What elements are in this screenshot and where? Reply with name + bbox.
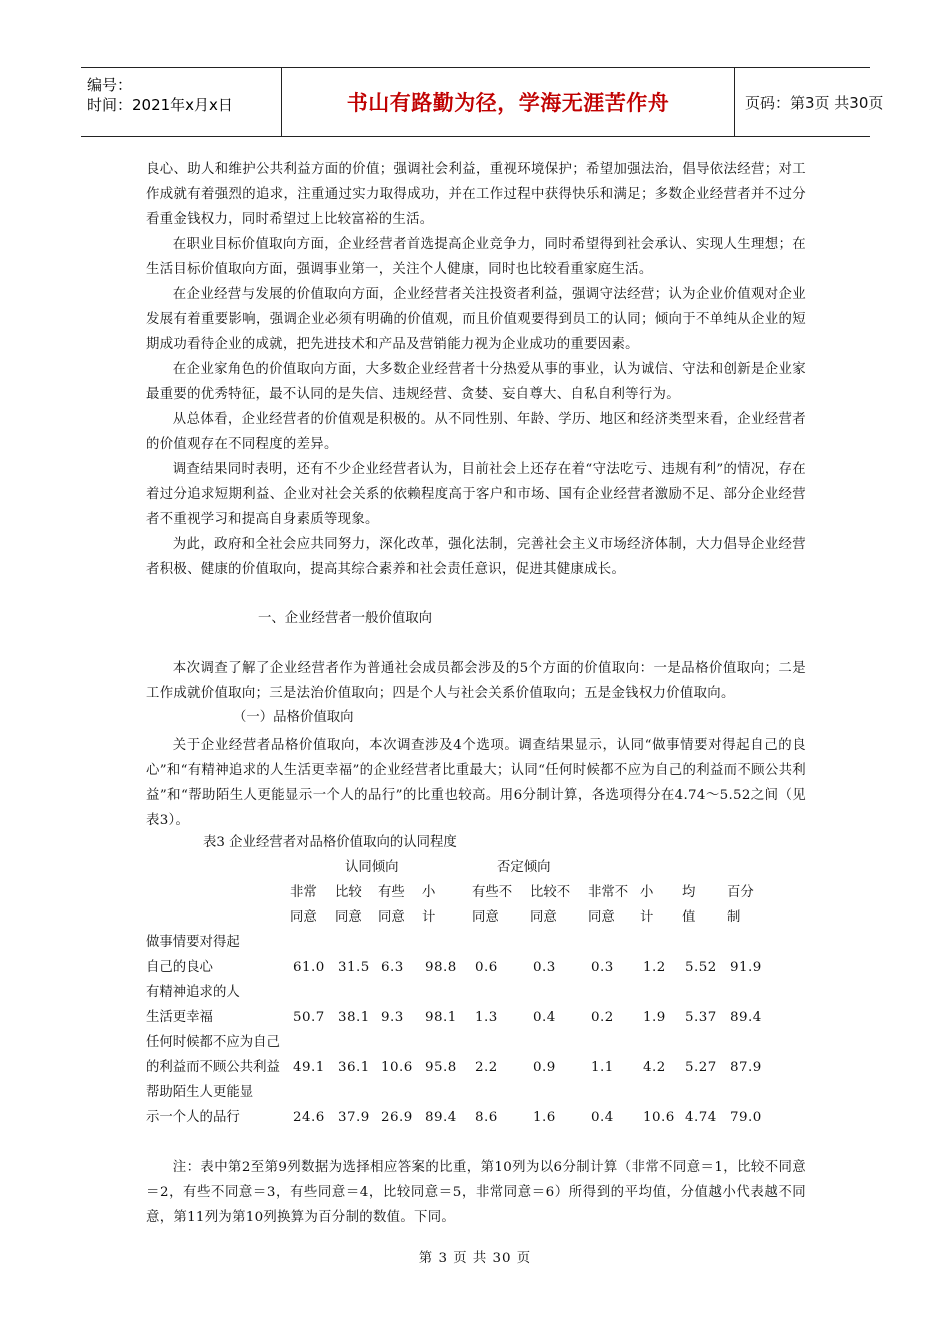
header-meta xyxy=(81,68,281,136)
table-col-header-top: 非常不 xyxy=(588,885,629,900)
table-cell: 8.6 xyxy=(475,1110,498,1125)
subsection-title: （一）品格价值取向 xyxy=(233,710,354,725)
header-page-cell xyxy=(735,68,884,136)
table-cell: 5.27 xyxy=(685,1060,717,1075)
table-col-header-top: 有些不 xyxy=(472,885,513,900)
page-header xyxy=(81,67,884,137)
table-cell: 1.9 xyxy=(643,1010,666,1025)
table-caption: 表3 企业经营者对品格价值取向的认同程度 xyxy=(203,835,457,850)
table-cell: 10.6 xyxy=(381,1060,413,1075)
table-cell: 4.74 xyxy=(685,1110,717,1125)
table-col-header-bottom: 计 xyxy=(640,910,654,925)
table-cell: 0.3 xyxy=(533,960,556,975)
header-page-label: 页码：第3页 共30页 xyxy=(745,93,884,112)
table-col-header-top: 百分 xyxy=(727,885,754,900)
table-col-header-top: 比较 xyxy=(335,885,362,900)
table-row-label: 生活更幸福 xyxy=(146,1010,213,1025)
table-cell: 6.3 xyxy=(381,960,404,975)
table-cell: 98.1 xyxy=(425,1010,457,1025)
paragraph-7: 为此，政府和全社会应共同努力，深化改革，强化法制，完善社会主义市场经济体制，大力倡导企业经营者积极、健康的价值取向，提高其综合素养和社会责任意识，促进其健康成长。 xyxy=(146,537,806,577)
table-cell: 24.6 xyxy=(293,1110,325,1125)
table-row-label: 做事情要对得起 xyxy=(146,935,240,950)
table-col-header-top: 小 xyxy=(422,885,436,900)
table-cell: 0.9 xyxy=(533,1060,556,1075)
section-intro: 本次调查了解了企业经营者作为普通社会成员都会涉及的5个方面的价值取向：一是品格价值取向；二是工作成就价值取向；三是法治价值取向；四是个人与社会关系价值取向；五是金钱权力价值取向。 xyxy=(146,661,806,701)
table-cell: 2.2 xyxy=(475,1060,498,1075)
paragraph-1: 良心、助人和维护公共利益方面的价值；强调社会利益，重视环境保护；希望加强法治，倡导依法经营；对工作成就有着强烈的追求，注重通过实力取得成功，并在工作过程中获得快乐和满足；多数企业经营者并不过分看重金钱权力，同时希望过上比较富裕的生活。 xyxy=(146,162,806,227)
page-footer: 第 3 页 共 30 页 xyxy=(418,1251,532,1266)
table-cell: 50.7 xyxy=(293,1010,325,1025)
table-cell: 5.37 xyxy=(685,1010,717,1025)
table-cell: 38.1 xyxy=(338,1010,370,1025)
table-col-header-bottom: 同意 xyxy=(588,910,615,925)
table-cell: 49.1 xyxy=(293,1060,325,1075)
table-col-header-bottom: 同意 xyxy=(290,910,317,925)
number-label: 编号： xyxy=(87,76,133,94)
paragraph-5: 从总体看，企业经营者的价值观是积极的。从不同性别、年龄、学历、地区和经济类型来看，企业经营者的价值观存在不同程度的差异。 xyxy=(146,412,806,452)
table-cell: 0.4 xyxy=(533,1010,556,1025)
table-note: 注：表中第2至第9列数据为选择相应答案的比重，第10列为以6分制计算（非常不同意＝1，比较不同意＝2，有些不同意＝3，有些同意＝4，比较同意＝5，非常同意＝6）所得到的平均值，分值越小代表越不同意，第11列为第10列换算为百分制的数值。下同。 xyxy=(146,1160,806,1225)
header-motto-cell xyxy=(281,68,735,136)
paragraph-3: 在企业经营与发展的价值取向方面，企业经营者关注投资者利益，强调守法经营；认为企业价值观对企业发展有着重要影响，强调企业必须有明确的价值观，而且价值观要得到员工的认同；倾向于不单纯从企业的短期成功看待企业的成就，把先进技术和产品及营销能力视为企业成功的重要因素。 xyxy=(146,287,806,352)
section-title: 一、企业经营者一般价值取向 xyxy=(258,611,433,626)
table-cell: 98.8 xyxy=(425,960,457,975)
table-col-header-bottom: 同意 xyxy=(335,910,362,925)
table-group-disagree: 否定倾向 xyxy=(497,860,551,875)
table-col-header-top: 有些 xyxy=(378,885,405,900)
table-cell: 91.9 xyxy=(730,960,762,975)
subsection-body: 关于企业经营者品格价值取向，本次调查涉及4个选项。调查结果显示，认同“做事情要对得起自己的良心”和“有精神追求的人生活更幸福”的企业经营者比重最大；认同“任何时候都不应为自己的利益而不顾公共利益”和“帮助陌生人更能显示一个人的品行”的比重也较高。用6分制计算，各选项得分在4.74～5.52之间（见表3）。 xyxy=(146,738,806,828)
table-cell: 1.6 xyxy=(533,1110,556,1125)
table-col-header-bottom: 同意 xyxy=(472,910,499,925)
table-cell: 1.3 xyxy=(475,1010,498,1025)
table-cell: 61.0 xyxy=(293,960,325,975)
table-col-header-top: 非常 xyxy=(290,885,317,900)
table-cell: 0.3 xyxy=(591,960,614,975)
table-row-label: 有精神追求的人 xyxy=(146,985,240,1000)
table-col-header-top: 均 xyxy=(682,885,696,900)
table-col-header-bottom: 制 xyxy=(727,910,741,925)
table-row-label: 帮助陌生人更能显 xyxy=(146,1085,254,1100)
table-cell: 0.2 xyxy=(591,1010,614,1025)
table-cell: 1.1 xyxy=(591,1060,614,1075)
header-motto: 书山有路勤为径，学海无涯苦作舟 xyxy=(346,91,670,115)
table-cell: 5.52 xyxy=(685,960,717,975)
table-cell: 89.4 xyxy=(425,1110,457,1125)
table-col-header-bottom: 同意 xyxy=(378,910,405,925)
paragraph-2: 在职业目标价值取向方面，企业经营者首选提高企业竞争力，同时希望得到社会承认、实现人生理想；在生活目标价值取向方面，强调事业第一，关注个人健康，同时也比较看重家庭生活。 xyxy=(146,237,806,277)
paragraph-6: 调查结果同时表明，还有不少企业经营者认为，目前社会上还存在着“守法吃亏、违规有利”的情况，存在着过分追求短期利益、企业对社会关系的依赖程度高于客户和市场、国有企业经营者激励不足、部分企业经营者不重视学习和提高自身素质等现象。 xyxy=(146,462,806,527)
table-cell: 1.2 xyxy=(643,960,666,975)
table-cell: 0.4 xyxy=(591,1110,614,1125)
table-cell: 95.8 xyxy=(425,1060,457,1075)
table-row-label: 自己的良心 xyxy=(146,960,213,975)
table-cell: 87.9 xyxy=(730,1060,762,1075)
table-cell: 10.6 xyxy=(643,1110,675,1125)
table-cell: 36.1 xyxy=(338,1060,370,1075)
table-cell: 37.9 xyxy=(338,1110,370,1125)
table-row-label: 任何时候都不应为自己 xyxy=(146,1035,280,1050)
table-row-label: 示一个人的品行 xyxy=(146,1110,240,1125)
table-cell: 0.6 xyxy=(475,960,498,975)
table-cell: 4.2 xyxy=(643,1060,666,1075)
table-group-agree: 认同倾向 xyxy=(345,860,399,875)
table-cell: 26.9 xyxy=(381,1110,413,1125)
table-col-header-bottom: 计 xyxy=(422,910,436,925)
table-cell: 79.0 xyxy=(730,1110,762,1125)
time-label: 时间：2021年x月x日 xyxy=(87,96,233,114)
table-cell: 89.4 xyxy=(730,1010,762,1025)
table-row-label: 的利益而不顾公共利益 xyxy=(146,1060,280,1075)
table-col-header-top: 比较不 xyxy=(530,885,571,900)
table-col-header-bottom: 同意 xyxy=(530,910,557,925)
table-cell: 9.3 xyxy=(381,1010,404,1025)
paragraph-4: 在企业家角色的价值取向方面，大多数企业经营者十分热爱从事的事业，认为诚信、守法和创新是企业家最重要的优秀特征，最不认同的是失信、违规经营、贪婪、妄自尊大、自私自利等行为。 xyxy=(146,362,806,402)
table-cell: 31.5 xyxy=(338,960,370,975)
table-col-header-bottom: 值 xyxy=(682,910,696,925)
table-col-header-top: 小 xyxy=(640,885,654,900)
